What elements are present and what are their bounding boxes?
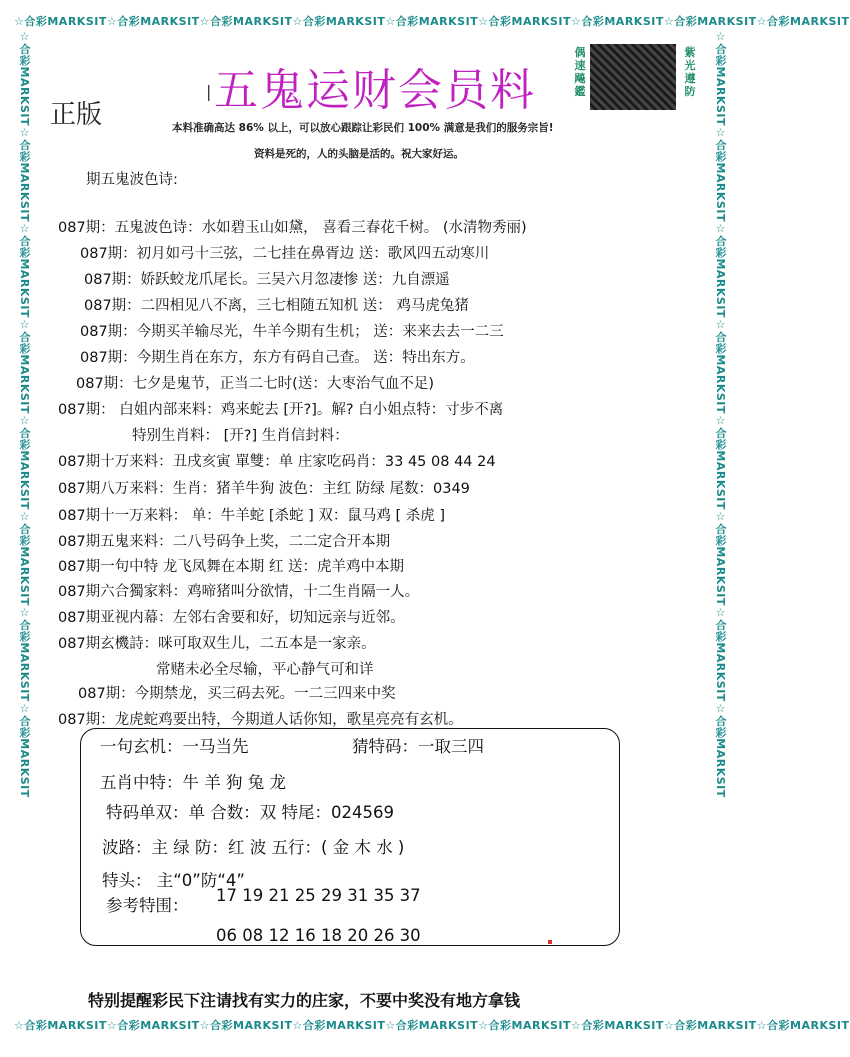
border-right-watermark <box>712 30 728 1018</box>
edition-label: 正版 <box>50 100 103 130</box>
content-line: 087期：二四相见八不离，三七相随五知机 送： 鸡马虎兔猪 <box>84 298 469 314</box>
head-line: 特头： 主“0”防“4” <box>102 871 245 890</box>
border-right-text: ☆合彩MARKSIT☆合彩MARKSIT☆合彩MARKSIT☆合彩MARKSIT☆合彩MARKSIT☆合彩MARKSIT☆合彩MARKSIT☆合彩MARKSIT <box>714 30 727 798</box>
guess-code: 猜特码：一取三四 <box>352 737 484 756</box>
content-line: 087期：初月如弓十三弦，二七挂在鼻胥边 送：歌风四五动寒川 <box>80 246 490 262</box>
riddle-line: 一句玄机：一马当先 <box>100 737 249 756</box>
content-line: 087期：今期生肖在东方，东方有码自己查。 送：特出东方。 <box>80 350 475 366</box>
red-mark <box>548 940 552 944</box>
ref-label: 参考特围： <box>106 896 189 915</box>
content-line: 087期：七夕是鬼节，正当二七时(送：大枣治气血不足) <box>76 376 434 392</box>
stamp-left: 偶速飚鑑 <box>574 46 586 98</box>
content-line: 087期：今期买羊输尽光，牛羊今期有生机； 送：来来去去一二三 <box>80 324 504 340</box>
wave-line: 波路：主 绿 防：红 波 五行：( 金 木 水 ) <box>102 838 405 857</box>
content-line: 087期： 白姐内部来料：鸡来蛇去 [开?]。解? 白小姐点特：寸步不离 <box>58 402 504 418</box>
border-left-text: ☆合彩MARKSIT☆合彩MARKSIT☆合彩MARKSIT☆合彩MARKSIT☆合彩MARKSIT☆合彩MARKSIT☆合彩MARKSIT☆合彩MARKSIT <box>18 30 31 798</box>
slogan-line-2: 资料是死的，人的头脑是活的。祝大家好运。 <box>254 148 464 160</box>
content-line: 087期五鬼来料：二八号码争上奖，二二定合开本期 <box>58 534 391 550</box>
content-line: 087期：娇跃蛟龙爪尾长。三吴六月忽凄惨 送：九自漂遥 <box>84 272 450 288</box>
poem-heading: 期五鬼波色诗: <box>86 172 178 188</box>
slogan-line-1: 本料准确高达 86% 以上，可以放心跟踪让彩民们 100% 满意是我们的服务宗旨! <box>172 122 554 134</box>
border-left-watermark <box>16 30 32 1018</box>
content-line: 087期亚视内幕：左邻右舍要和好，切知远亲与近邻。 <box>58 610 405 626</box>
content-line: 087期：今期禁龙，买三码去死。一二三四来中奖 <box>78 686 396 702</box>
content-line: 087期十一万来料： 单：牛羊蛇 [杀蛇 ] 双：鼠马鸡 [ 杀虎 ] <box>58 508 446 524</box>
qr-logo-image <box>590 44 676 110</box>
five-zodiac: 五肖中特：牛 羊 狗 兔 龙 <box>100 773 286 792</box>
content-line: 087期：龙虎蛇鸡要出特，今期道人话你知，歌星亮亮有玄机。 <box>58 712 463 728</box>
content-line: 087期八万来料：生肖：猪羊牛狗 波色：主红 防绿 尾数：0349 <box>58 481 470 497</box>
page-title: 五鬼运财会员料 <box>214 65 536 116</box>
content-line: 087期玄機詩：咪可取双生儿，二五本是一家亲。 <box>58 636 376 652</box>
content-line: 087期六合獨家料：鸡啼猪叫分欲情，十二生肖隔一人。 <box>58 584 420 600</box>
content-line: 087期一句中特 龙飞凤舞在本期 红 送：虎羊鸡中本期 <box>58 559 405 575</box>
border-bottom-watermark: ☆合彩MARKSIT☆合彩MARKSIT☆合彩MARKSIT☆合彩MARKSIT☆合彩MARKSIT☆合彩MARKSIT☆合彩MARKSIT☆合彩MARKSIT☆合彩MARKSIT <box>14 1019 850 1032</box>
text-cursor: | <box>206 82 212 101</box>
border-top-watermark: ☆合彩MARKSIT☆合彩MARKSIT☆合彩MARKSIT☆合彩MARKSIT☆合彩MARKSIT☆合彩MARKSIT☆合彩MARKSIT☆合彩MARKSIT☆合彩MARKSIT <box>14 15 850 28</box>
content-line: 087期：五鬼波色诗：水如碧玉山如黛， 喜看三春花千树。 (水清物秀丽) <box>58 220 527 236</box>
footer-warning: 特别提醒彩民下注请找有实力的庄家，不要中奖没有地方拿钱 <box>88 991 521 1010</box>
ref-row-2: 06 08 12 16 18 20 26 30 <box>216 926 421 945</box>
content-line: 087期十万来料：丑戌亥寅 單雙：单 庄家吃码肖：33 45 08 44 24 <box>58 454 496 470</box>
stamp-right: 紫光遵防 <box>684 46 696 98</box>
odd-even-line: 特码单双：单 合数：双 特尾：024569 <box>106 803 394 822</box>
content-line: 特别生肖料： [开?] 生肖信封料： <box>132 428 349 444</box>
content-line: 常赌未必全尽输，平心静气可和详 <box>156 662 374 678</box>
ref-row-1: 17 19 21 25 29 31 35 37 <box>216 886 421 905</box>
